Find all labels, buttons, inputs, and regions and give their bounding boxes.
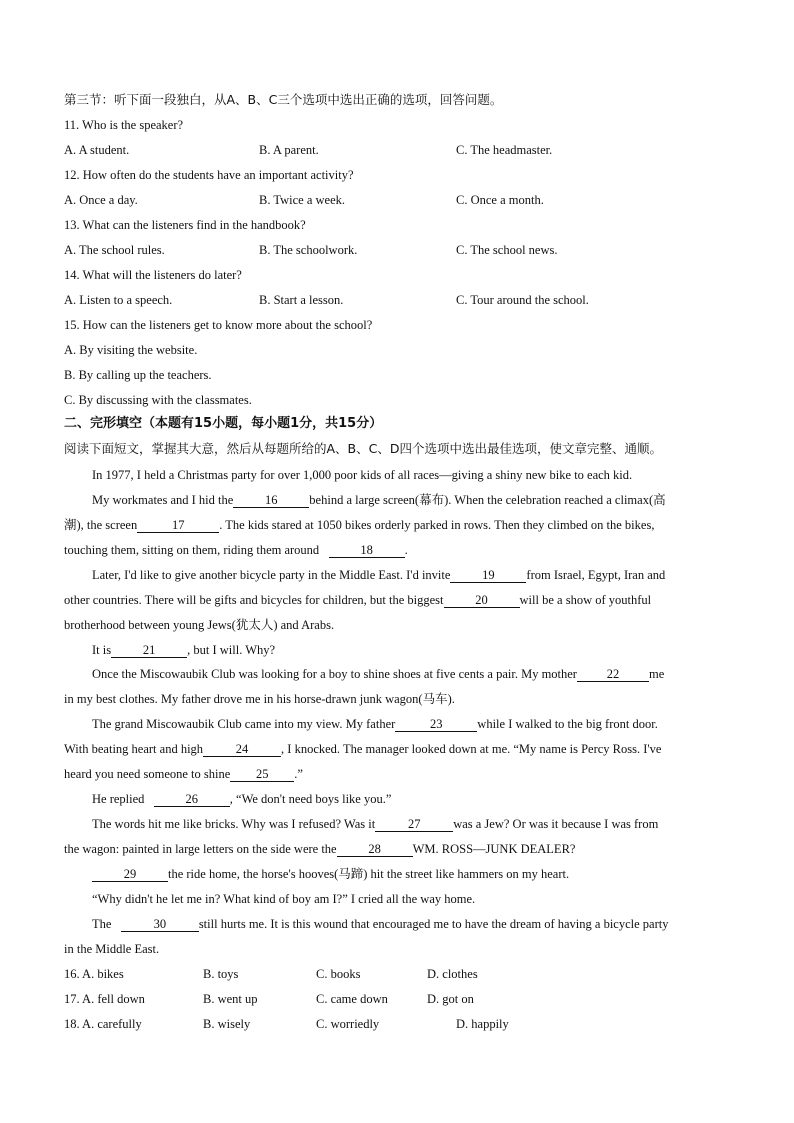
blank-25: 25: [230, 767, 294, 782]
option-14-b: B. Start a lesson.: [259, 293, 344, 307]
option-14-c: C. Tour around the school.: [456, 293, 589, 307]
paragraph-5-line-2: in my best clothes. My father drove me in his horse-drawn junk wagon(马车).: [64, 692, 455, 706]
blank-23: 23: [395, 717, 477, 732]
text: It is: [92, 643, 112, 657]
text: from Israel, Egypt, Iran and: [526, 568, 666, 582]
blank-27: 27: [375, 817, 453, 832]
paragraph-6-line-1: [92, 716, 772, 732]
text: 潮), the screen: [64, 518, 138, 532]
option-15-a: A. By visiting the website.: [64, 343, 198, 357]
paragraph-8-line-1: [92, 816, 772, 832]
text: The: [92, 917, 112, 931]
option-12-b: B. Twice a week.: [259, 193, 346, 207]
question-13: 13. What can the listeners find in the handbook?: [64, 218, 306, 232]
text: touching them, sitting on them, riding them around: [64, 543, 320, 557]
option-18-a: 18. A. carefully: [64, 1017, 142, 1031]
option-15-b: B. By calling up the teachers.: [64, 368, 212, 382]
option-17-d: D. got on: [427, 992, 474, 1006]
paragraph-2-line-1: [92, 492, 772, 508]
blank-19: 19: [450, 568, 526, 583]
text: My workmates and I hid the: [92, 493, 234, 507]
text: still hurts me. It is this wound that encouraged me to have the dream of having a bicycle party: [198, 917, 669, 931]
cloze-instruction: 阅读下面短文，掌握其大意，然后从每题所给的A、B、C、D四个选项中选出最佳选项，使文章完整、通顺。: [64, 441, 662, 456]
section3-instruction: 第三节：听下面一段独白，从A、B、C三个选项中选出正确的选项，回答问题。: [64, 92, 503, 107]
option-13-c: C. The school news.: [456, 243, 558, 257]
paragraph-10: “Why didn't he let me in? What kind of boy am I?” I cried all the way home.: [92, 892, 476, 906]
option-16-a: 16. A. bikes: [64, 967, 124, 981]
blank-16: 16: [233, 493, 309, 508]
text: will be a show of youthful: [519, 593, 652, 607]
blank-21: 21: [111, 643, 187, 658]
paragraph-4: [92, 642, 772, 658]
option-15-c: C. By discussing with the classmates.: [64, 393, 252, 407]
paragraph-3-line-1: [92, 567, 772, 583]
blank-26: 26: [154, 792, 230, 807]
option-11-b: B. A parent.: [259, 143, 319, 157]
paragraph-2-line-2: [64, 517, 744, 533]
text: .”: [294, 767, 303, 781]
paragraph-8-line-2: [64, 841, 744, 857]
blank-20: 20: [444, 593, 520, 608]
option-12-c: C. Once a month.: [456, 193, 544, 207]
text: He replied: [92, 792, 145, 806]
question-15: 15. How can the listeners get to know more about the school?: [64, 318, 373, 332]
blank-28: 28: [337, 842, 413, 857]
paragraph-9: [92, 866, 772, 882]
text: With beating heart and high: [64, 742, 204, 756]
text: , I knocked. The manager looked down at me. “My name is Percy Ross. I've: [281, 742, 662, 756]
option-17-c: C. came down: [316, 992, 388, 1006]
blank-24: 24: [203, 742, 281, 757]
blank-29: 29: [92, 867, 168, 882]
text: The words hit me like bricks. Why was I refused? Was it: [92, 817, 376, 831]
question-14: 14. What will the listeners do later?: [64, 268, 242, 282]
option-14-a: A. Listen to a speech.: [64, 293, 173, 307]
paragraph-11-line-1: [92, 916, 772, 932]
option-18-b: B. wisely: [203, 1017, 251, 1031]
option-16-d: D. clothes: [427, 967, 478, 981]
blank-22: 22: [577, 667, 649, 682]
cloze-title: 二、完形填空（本题有15小题，每小题1分，共15分）: [64, 416, 383, 431]
option-13-a: A. The school rules.: [64, 243, 165, 257]
text: .: [404, 543, 408, 557]
option-12-a: A. Once a day.: [64, 193, 138, 207]
blank-17: 17: [137, 518, 219, 533]
text: was a Jew? Or was it because I was from: [453, 817, 659, 831]
option-18-d: D. happily: [456, 1017, 509, 1031]
option-18-c: C. worriedly: [316, 1017, 380, 1031]
text: behind a large screen(幕布). When the celebration reached a climax(高: [309, 493, 666, 507]
text: the wagon: painted in large letters on the side were the: [64, 842, 337, 856]
option-17-b: B. went up: [203, 992, 258, 1006]
text: heard you need someone to shine: [64, 767, 231, 781]
option-17-a: 17. A. fell down: [64, 992, 145, 1006]
text: me: [648, 667, 665, 681]
paragraph-2-line-3: [64, 542, 744, 558]
option-11-a: A. A student.: [64, 143, 130, 157]
paragraph-1: In 1977, I held a Christmas party for over 1,000 poor kids of all races—giving a shiny new bike to each kid.: [92, 468, 633, 482]
text: Once the Miscowaubik Club was looking for a boy to shine shoes at five cents a pair. My mother: [92, 667, 577, 681]
paragraph-3-line-2: [64, 592, 744, 608]
option-11-c: C. The headmaster.: [456, 143, 553, 157]
text: , but I will. Why?: [187, 643, 276, 657]
text: . The kids stared at 1050 bikes orderly parked in rows. Then they climbed on the bikes,: [219, 518, 655, 532]
text: WM. ROSS—JUNK DEALER?: [412, 842, 576, 856]
text: Later, I'd like to give another bicycle party in the Middle East. I'd invite: [92, 568, 451, 582]
paragraph-7: [92, 791, 772, 807]
option-13-b: B. The schoolwork.: [259, 243, 358, 257]
question-12: 12. How often do the students have an important activity?: [64, 168, 354, 182]
paragraph-5-line-1: [92, 666, 772, 682]
paragraph-11-line-2: in the Middle East.: [64, 942, 160, 956]
paragraph-6-line-2: [64, 741, 744, 757]
blank-18: 18: [329, 543, 405, 558]
question-11: 11. Who is the speaker?: [64, 118, 184, 132]
blank-30: 30: [121, 917, 199, 932]
text: while I walked to the big front door.: [477, 717, 658, 731]
option-16-b: B. toys: [203, 967, 239, 981]
paragraph-6-line-3: [64, 766, 744, 782]
text: , “We don't need boys like you.”: [229, 792, 392, 806]
text: other countries. There will be gifts and bicycles for children, but the biggest: [64, 593, 444, 607]
text: The grand Miscowaubik Club came into my view. My father: [92, 717, 396, 731]
text: the ride home, the horse's hooves(马蹄) hit the street like hammers on my heart.: [168, 867, 570, 881]
option-16-c: C. books: [316, 967, 361, 981]
paragraph-3-line-3: brotherhood between young Jews(犹太人) and Arabs.: [64, 618, 335, 632]
